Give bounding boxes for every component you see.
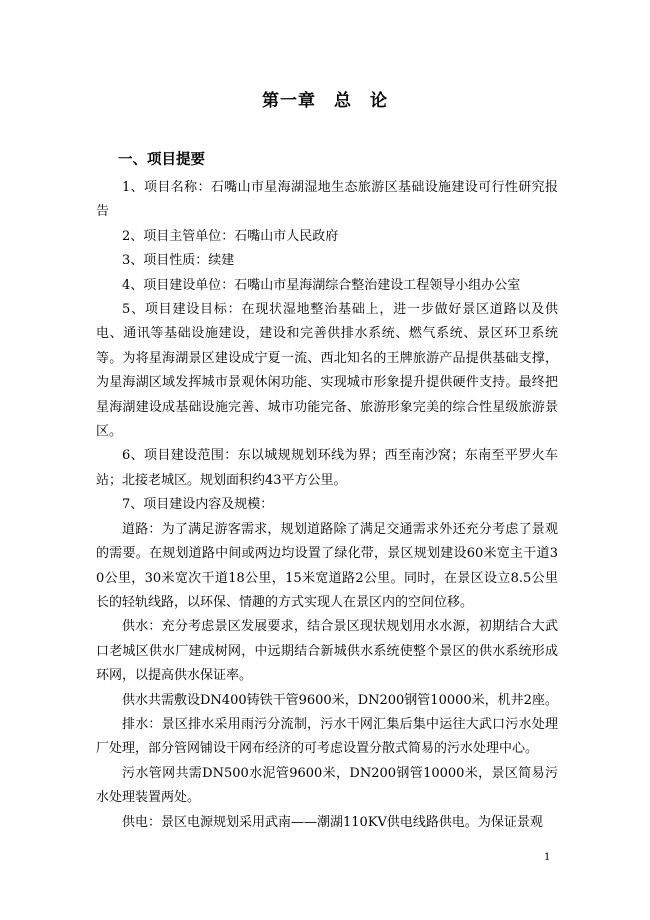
paragraph-construction-unit: 4、项目建设单位：石嘴山市星海湖综合整治建设工程领导小组办公室 xyxy=(122,277,521,293)
paragraph-power-supply: 供电：景区电源规划采用武南——潮湖110KV供电线路供电。为保证景观 xyxy=(122,814,543,830)
paragraph-supervising-unit: 2、项目主管单位：石嘴山市人民政府 xyxy=(122,228,339,244)
section-title: 一、项目提要 xyxy=(118,152,205,168)
paragraph-drainage: 排水：景区排水采用雨污分流制，污水干网汇集后集中运往大武口污水处理厂处理，部分管网铺设干网布经济的可考虑设置分散式简易的污水处理中心。 xyxy=(96,716,558,757)
paragraph-project-name: 1、项目名称：石嘴山市星海湖湿地生态旅游区基础设施建设可行性研究报告 xyxy=(96,180,558,220)
paragraph-construction-scope: 6、项目建设范围：东以城规规划环线为界；西至南沙窝；东南至平罗火车站；北接老城区。规划面积约43平方公里。 xyxy=(96,448,558,488)
paragraph-construction-goal: 5、项目建设目标：在现状湿地整治基础上，进一步做好景区道路以及供电、通讯等基础设施建设，建设和完善供排水系统、燃气系统、景区环卫系统等。为将星海湖景区建设成宁夏一流、西北知名的王牌旅游产品提供基础支撑，为星海湖区域发挥城市景观休闲功能、实现城市形象提升提供硬件支持。最终把星海湖建设成基础设施完善、城市功能完备、旅游形象完美的综合性星级旅游景区。 xyxy=(96,302,558,440)
chapter-title: 第一章 总 论 xyxy=(262,91,388,111)
paragraph-roads: 道路：为了满足游客需求，规划道路除了满足交通需求外还充分考虑了景观的需要。在规划道路中间或两边均设置了绿化带，景区规划建设60米宽主干道30公里，30米宽次干道18公里，15米宽道路2公里。同时，在景区设立8.5公里长的轻轨线路，以环保、情趣的方式实现人在景区内的空间位移。 xyxy=(96,521,558,610)
paragraph-water-pipes: 供水共需敷设DN400铸铁干管9600米，DN200钢管10000米，机井2座。 xyxy=(122,692,558,708)
page-number: 1 xyxy=(544,852,551,863)
body-text xyxy=(96,176,558,835)
paragraph-content-and-scale: 7、项目建设内容及规模： xyxy=(122,497,274,513)
paragraph-project-nature: 3、项目性质：续建 xyxy=(122,253,235,269)
paragraph-sewage-pipes: 污水管网共需DN500水泥管9600米，DN200钢管10000米，景区简易污水处理装置两处。 xyxy=(96,765,558,806)
paragraph-water-supply: 供水：充分考虑景区发展要求，结合景区现状规划用水水源，初期结合大武口老城区供水厂建成树网，中远期结合新城供水系统使整个景区的供水系统形成环网，以提高供水保证率。 xyxy=(96,619,558,684)
